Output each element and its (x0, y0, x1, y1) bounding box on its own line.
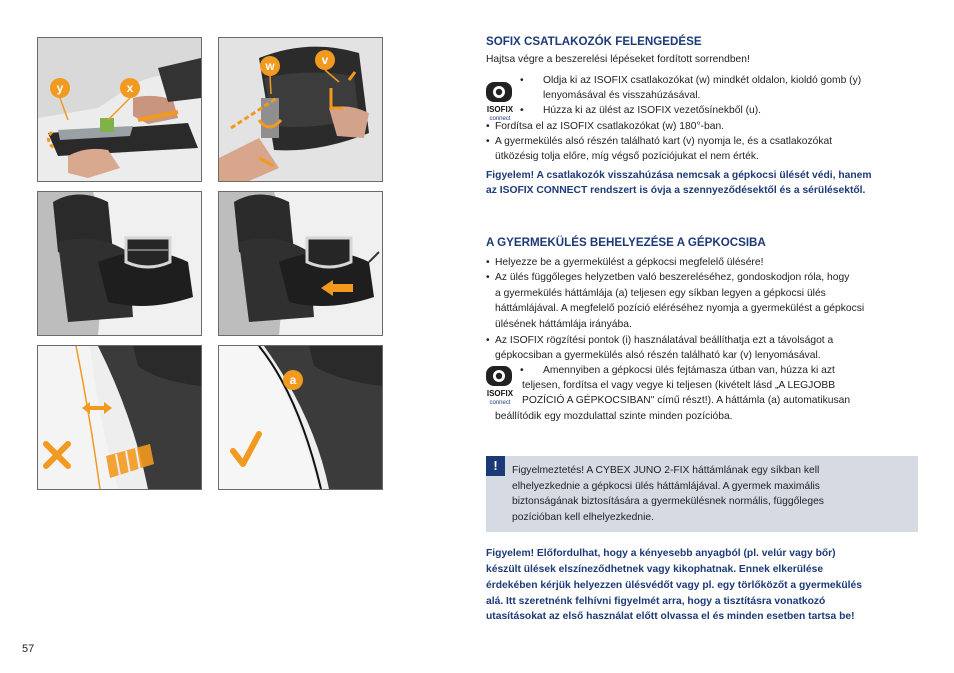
section2-bullet-2-cont-3: ülésének háttámlája irányába. (495, 319, 632, 330)
photo-correct-position (218, 345, 383, 490)
label-v: v (321, 53, 329, 67)
section2-bullet-1: Helyezze be a gyermekülést a gépkocsi megfelelő ülésére! (495, 257, 764, 268)
section-title-placing-seat: A GYERMEKÜLÉS BEHELYEZÉSE A GÉPKOCSIBA (486, 236, 766, 249)
final-warning-line-3: érdekében kérjük helyezzen ülésvédőt vagy pl. egy törlőközőt a gyermekülés (486, 580, 862, 591)
bullet-dot: • (486, 136, 490, 147)
section2-bullet-2-cont-2: háttámlájával. A megfelelő pozíció eléréséhez nyomja a gyermekülést a gépkocsi (495, 303, 865, 314)
final-warning-line-2: készült ülések elszíneződhetnek vagy kikophatnak. Ennek elkerülése (486, 564, 824, 575)
section2-bullet-3-cont: gépkocsiban a gyermekülés alsó részén található kar (v) lenyomásával. (495, 350, 821, 361)
photo-seat-placed (37, 191, 202, 336)
final-warning-line-5: utasításokat az első használat előtt olvassa el és minden esetben tartsa be! (486, 611, 855, 622)
isofix-connect-logo (483, 366, 517, 408)
final-warning-line-1: Figyelem! Előfordulhat, hogy a kényesebb anyagból (pl. velúr vagy bőr) (486, 548, 836, 559)
section2-bullet-2: Az ülés függőleges helyzetben való beszereléséhez, gondoskodjon róla, hogy (495, 272, 850, 283)
bullet-dot: • (486, 272, 490, 283)
svg-text:connect: connect (489, 116, 511, 122)
exclamation-icon: ! (486, 456, 505, 476)
svg-text:connect: connect (489, 400, 511, 406)
section1-iso-bullet-2: Húzza ki az ülést az ISOFIX vezetősínekből (u). (543, 105, 762, 116)
photo-connectors (218, 37, 383, 182)
photo-wrong-position (37, 345, 202, 490)
section2-bullet-2-cont-1: a gyermekülés háttámlája (a) teljesen egy síkban legyen a gépkocsi ülés (495, 288, 826, 299)
bullet-dot: • (520, 365, 524, 376)
warning-box-line-4: pozícióban kell elhelyezkednie. (512, 512, 654, 523)
bullet-dot: • (520, 105, 524, 116)
warning-box-line-1: Figyelmeztetés! A CYBEX JUNO 2-FIX háttámlának egy síkban kell (512, 465, 820, 476)
final-warning-line-4: alá. Itt szeretnénk felhívni figyelmét arra, hogy a tisztításra vonatkozó (486, 596, 826, 607)
section1-bullet-2-cont: ütközésig tolja előre, míg végső pozíciójukat el nem érték. (495, 151, 759, 162)
section1-intro: Hajtsa végre a beszerelési lépéseket fordított sorrendben! (486, 54, 750, 65)
warning-box-line-2: elhelyezkednie a gépkocsi ülés háttámlájával. A gyermek maximális (512, 481, 820, 492)
svg-text:ISOFIX: ISOFIX (486, 389, 514, 398)
section2-iso-line-4: beállítódik egy mozdulattal szinte minden pozícióba. (495, 411, 733, 422)
section1-bullet-2: A gyermekülés alsó részén található kart (v) nyomja le, és a csatlakozókat (495, 136, 833, 147)
section2-iso-line-3: POZÍCIÓ A GÉPKOCSIBAN" című részt!). A háttámla (a) automatikusan (522, 395, 851, 406)
section2-bullet-3: Az ISOFIX rögzítési pontok (i) használatával beállíthatja ezt a távolságot a (495, 335, 834, 346)
label-y: y (56, 81, 64, 95)
section1-warning-line-2: az ISOFIX CONNECT rendszert is óvja a szennyeződésektől és a sérülésektől. (486, 185, 866, 196)
warning-box-line-3: biztonságának biztosítására a gyermekülésnek normális, függőleges (512, 496, 824, 507)
section1-iso-bullet-1-cont: lenyomásával és visszahúzásával. (543, 90, 701, 101)
label-a: a (289, 373, 297, 387)
photo-release-button (37, 37, 202, 182)
section-title-isofix-release: SOFIX CSATLAKOZÓK FELENGEDÉSE (486, 35, 702, 48)
bullet-dot: • (520, 75, 524, 86)
section2-iso-line-1: Amennyiben a gépkocsi ülés fejtámasza útban van, húzza ki azt (543, 365, 835, 376)
section1-bullet-1: Fordítsa el az ISOFIX csatlakozókat (w) 180°-ban. (495, 121, 725, 132)
isofix-connect-logo (483, 82, 517, 124)
svg-text:ISOFIX: ISOFIX (486, 105, 514, 114)
section2-iso-line-2: teljesen, fordítsa el vagy vegye ki teljesen (kivételt lásd „A LEGJOBB (522, 380, 836, 391)
page-number: 57 (22, 643, 35, 655)
warning-box (486, 456, 918, 532)
label-x: x (126, 81, 134, 95)
bullet-dot: • (486, 257, 490, 268)
label-w: w (265, 59, 275, 73)
bullet-dot: • (486, 335, 490, 346)
bullet-dot: • (486, 121, 490, 132)
photo-seat-push (218, 191, 383, 336)
section1-iso-bullet-1: Oldja ki az ISOFIX csatlakozókat (w) mindkét oldalon, kioldó gomb (y) (543, 75, 862, 86)
section1-warning-line-1: Figyelem! A csatlakozók visszahúzása nemcsak a gépkocsi ülését védi, hanem (486, 170, 872, 181)
